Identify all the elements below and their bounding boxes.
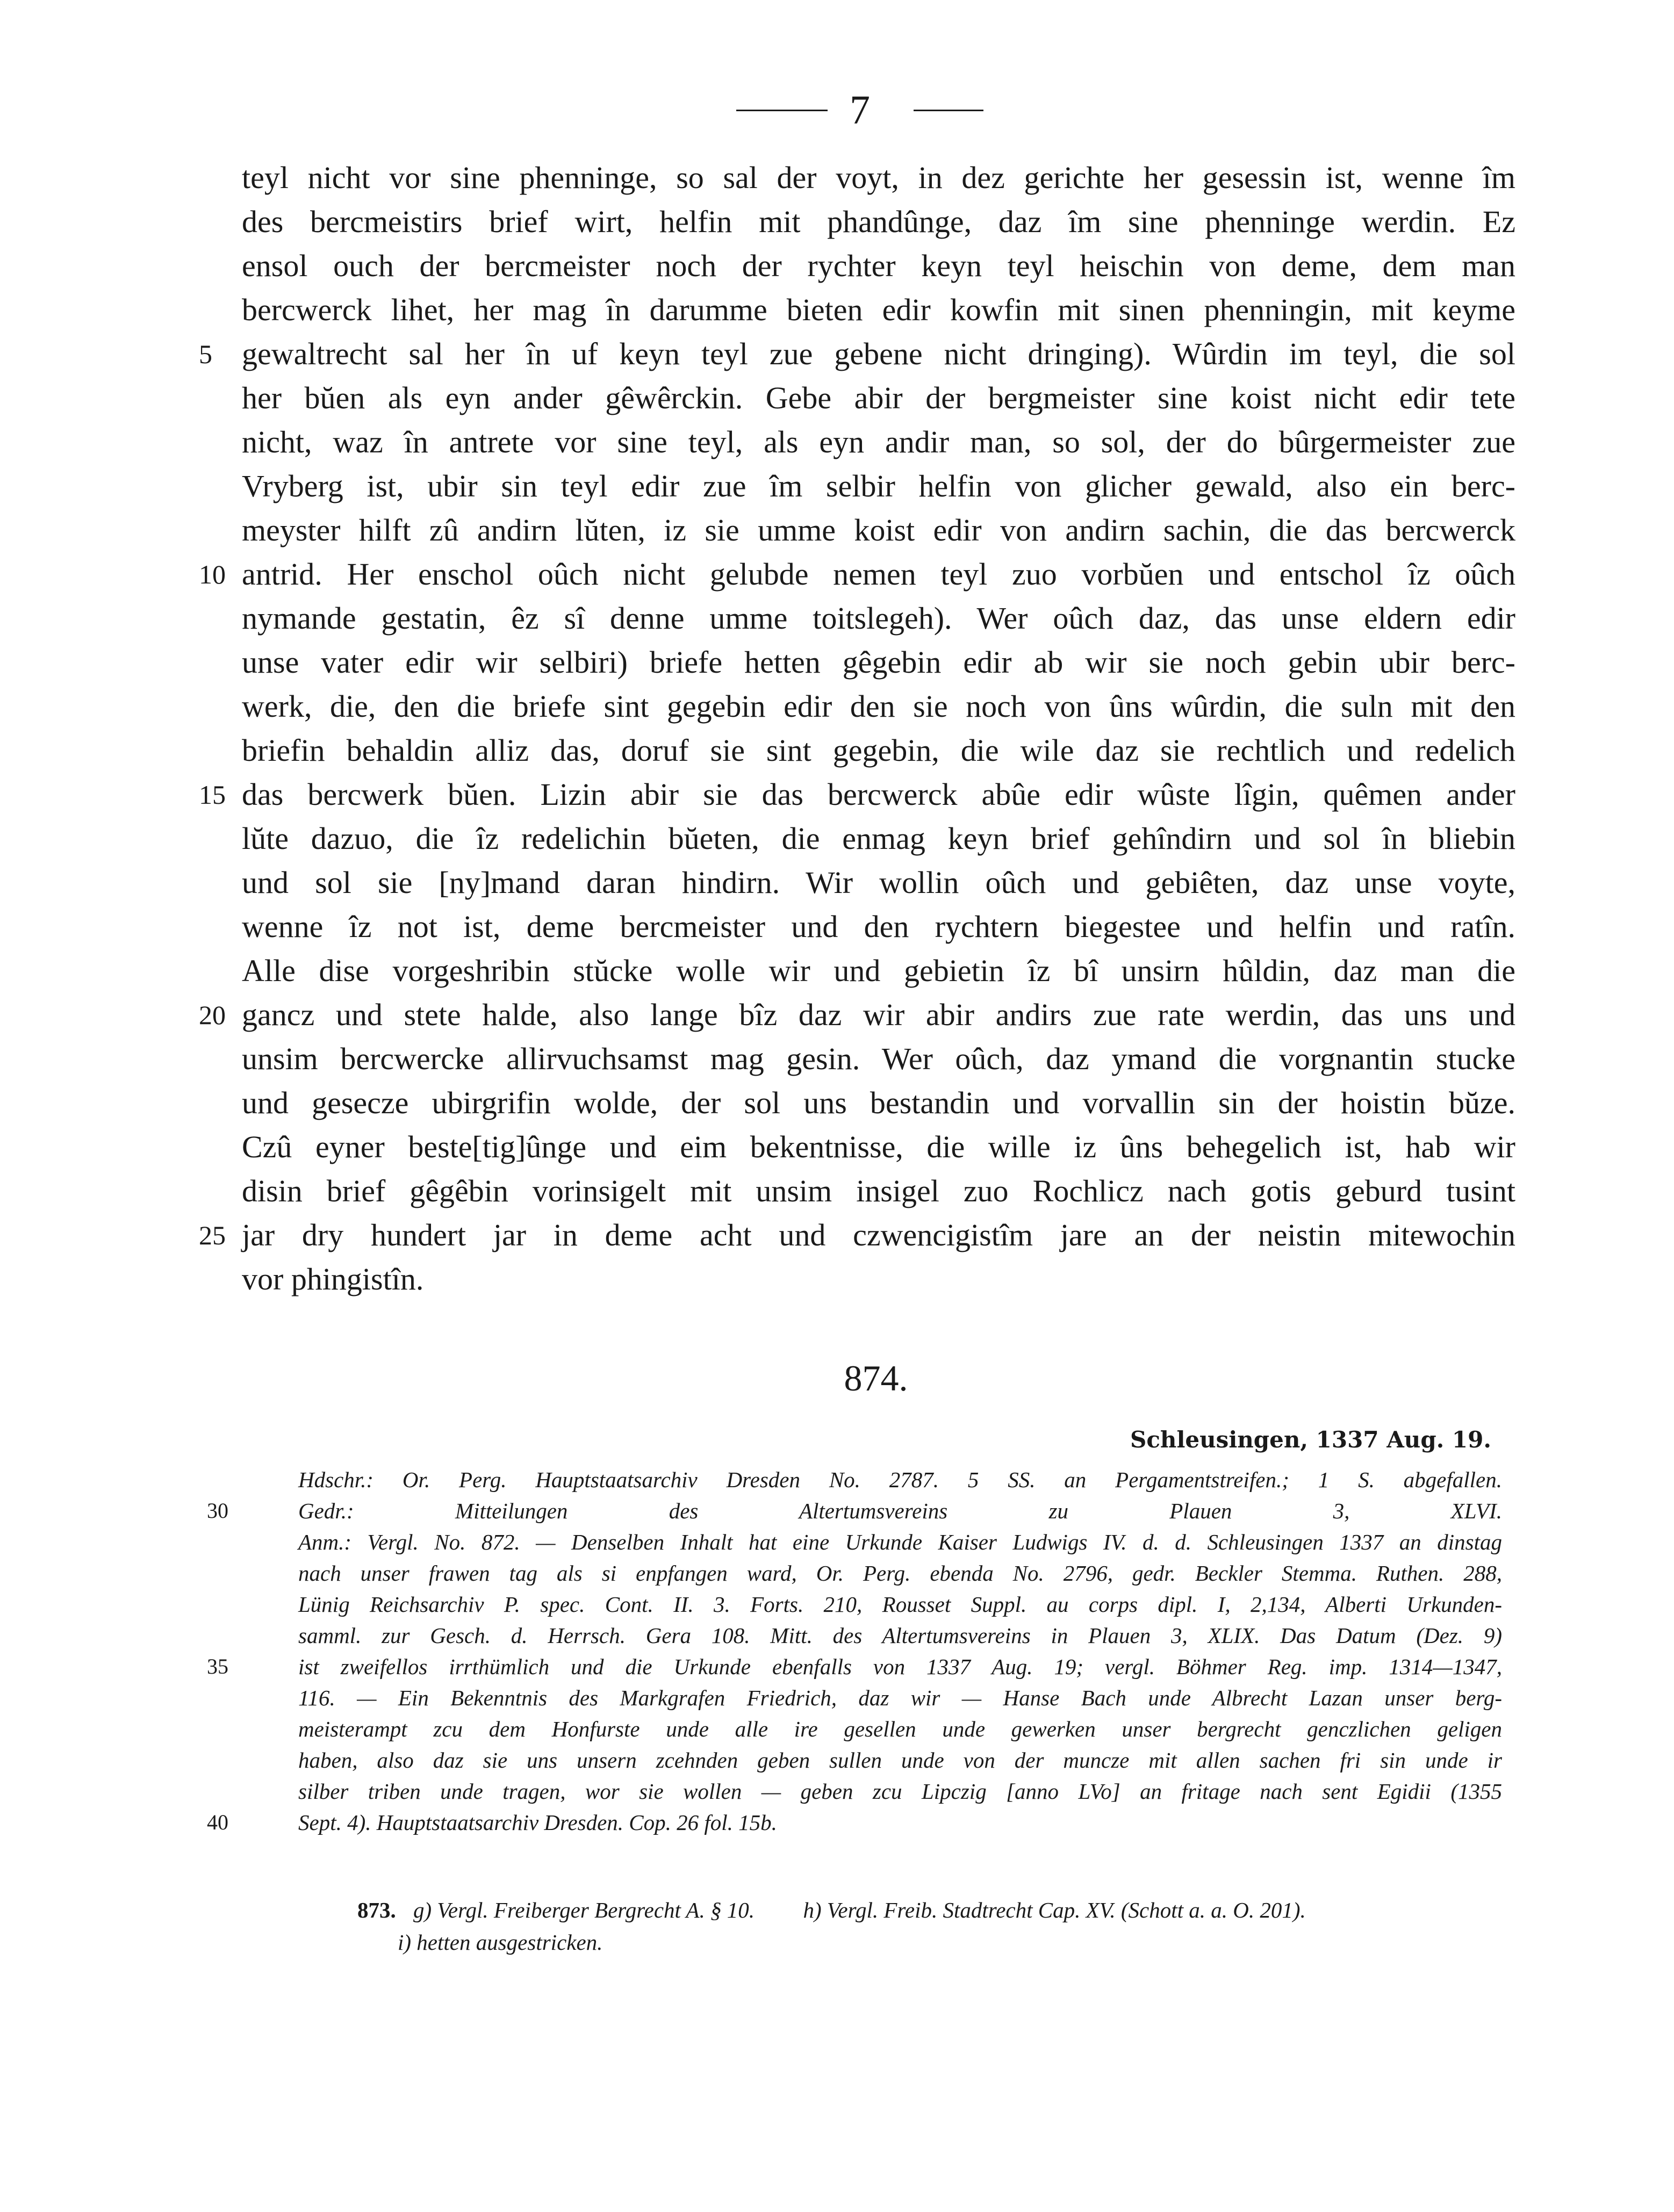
apparatus-line-text: ist zweifellos irrthümlich und die Urkunde ebenfalls von 1337 Aug. 19; vergl. Böhmer Reg. imp. 1314—1347, <box>298 1654 1502 1679</box>
apparatus-line <box>207 1651 1502 1682</box>
main-text-line-text: lŭte dazuo, die îz redelichin bŭeten, die enmag keyn brief gehîndirn und sol în bliebin <box>242 821 1515 856</box>
header-rule-left <box>736 110 828 111</box>
line-number: 20 <box>199 1000 226 1030</box>
main-text-line <box>242 1125 1515 1169</box>
main-text-line-text: und gesecze ubirgrifin wolde, der sol uns bestandin und vorvallin sin der hoistin bŭze. <box>242 1085 1515 1120</box>
main-text-line-text: Vryberg ist, ubir sin teyl edir zue îm selbir helfin von glicher gewald, also ein berc- <box>242 469 1515 503</box>
footnotes <box>357 1894 1491 1958</box>
main-text-line <box>199 993 1515 1037</box>
footnote-g: g) Vergl. Freiberger Bergrecht A. § 10. <box>413 1898 755 1922</box>
line-number: 5 <box>199 339 212 369</box>
main-text-line <box>242 817 1515 861</box>
apparatus-line-text: nach unser frawen tag als si enpfangen ward, Or. Perg. ebenda No. 2796, gedr. Beckler Stemma. Ruthen. 288, <box>298 1561 1502 1586</box>
main-text-line <box>242 288 1515 332</box>
apparatus-line-text: haben, also daz sie uns unsern zcehnden geben sullen unde von der muncze mit allen sachen fri sin unde ir <box>298 1748 1502 1773</box>
main-text-line-text: her bŭen als eyn ander gêwêrckin. Gebe abir der bergmeister sine koist nicht edir tete <box>242 380 1515 415</box>
apparatus-line-text: Hdschr.: Or. Perg. Hauptstaatsarchiv Dresden No. 2787. 5 SS. an Pergamentstreifen.; 1 S. abgefallen. <box>298 1467 1502 1492</box>
main-text-line-text: meyster hilft zû andirn lŭten, iz sie umme koist edir von andirn sachin, die das bercwerck <box>242 513 1515 547</box>
main-text-line-text: ensol ouch der bercmeister noch der rychter keyn teyl heischin von deme, dem man <box>242 248 1515 283</box>
page-number: 7 <box>850 88 870 133</box>
apparatus-line-text: meisterampt zcu dem Honfurste unde alle ire gesellen unde gewerken unser bergrecht genczlichen geligen <box>298 1717 1502 1741</box>
main-text-line-text: gewaltrecht sal her în uf keyn teyl zue gebene nicht dringing). Wûrdin im teyl, die sol <box>242 336 1515 371</box>
main-text-line-text: unse vater edir wir selbiri) briefe hetten gêgebin edir ab wir sie noch gebin ubir berc- <box>242 645 1515 680</box>
main-text-line <box>199 552 1515 596</box>
main-text-line-text: gancz und stete halde, also lange bîz daz wir abir andirs zue rate werdin, das uns und <box>242 997 1515 1032</box>
footnote-line-2 <box>357 1926 1491 1958</box>
apparatus-line-text: Sept. 4). Hauptstaatsarchiv Dresden. Cop. 26 fol. 15b. <box>298 1810 777 1835</box>
main-text-line <box>199 1213 1515 1257</box>
main-text-line <box>242 905 1515 949</box>
apparatus-line <box>298 1620 1502 1651</box>
page-header <box>0 86 1674 134</box>
apparatus-line-text: Gedr.: Mitteilungen des Altertumsvereins zu Plauen 3, XLVI. <box>298 1498 1502 1523</box>
apparatus-line-text: 116. — Ein Bekenntnis des Markgrafen Friedrich, daz wir — Hanse Bach unde Albrecht Lazan unser berg- <box>298 1685 1502 1710</box>
footnote-i: i) hetten ausgestricken. <box>398 1930 603 1955</box>
main-text-line-text: und sol sie [ny]mand daran hindirn. Wir wollin oûch und gebiêten, daz unse voyte, <box>242 865 1515 900</box>
apparatus-line <box>207 1495 1502 1526</box>
document-number: 874. <box>844 1358 908 1399</box>
main-text-line-text: unsim bercwercke allirvuchsamst mag gesin. Wer oûch, daz ymand die vorgnantin stucke <box>242 1041 1515 1076</box>
apparatus-line-text: Lünig Reichsarchiv P. spec. Cont. II. 3. Forts. 210, Rousset Suppl. au corps dipl. I, 2,134, Alberti Urkunden- <box>298 1592 1502 1617</box>
main-text-block <box>199 156 1515 1301</box>
apparatus-notes <box>207 1464 1502 1838</box>
main-text-line-text: werk, die, den die briefe sint gegebin edir den sie noch von ûns wûrdin, die suln mit den <box>242 689 1515 724</box>
apparatus-line <box>298 1589 1502 1620</box>
main-text-line <box>242 1257 1515 1301</box>
line-number: 25 <box>199 1220 226 1250</box>
line-number: 30 <box>207 1498 228 1523</box>
line-number: 35 <box>207 1654 228 1678</box>
main-text-line <box>199 773 1515 817</box>
apparatus-line <box>298 1464 1502 1495</box>
line-number: 10 <box>199 559 226 589</box>
apparatus-line <box>298 1713 1502 1745</box>
main-text-line <box>242 861 1515 905</box>
main-text-line <box>242 1169 1515 1213</box>
main-text-line <box>242 156 1515 200</box>
header-rule-right <box>914 110 983 111</box>
main-text-line-text: jar dry hundert jar in deme acht und czwencigistîm jare an der neistin mitewochin <box>242 1217 1515 1252</box>
main-text-line-text: Czû eyner beste[tig]ûnge und eim bekentnisse, die wille iz ûns behegelich ist, hab wir <box>242 1129 1515 1164</box>
main-text-line <box>242 200 1515 244</box>
apparatus-line <box>298 1558 1502 1589</box>
apparatus-line <box>298 1776 1502 1807</box>
main-text-line <box>242 244 1515 288</box>
main-text-line <box>242 685 1515 729</box>
main-text-line <box>242 464 1515 508</box>
main-text-line-text: wenne îz not ist, deme bercmeister und den rychtern biegestee und helfin und ratîn. <box>242 909 1515 944</box>
document-place-date: Schleusingen, 1337 Aug. 19. <box>1130 1426 1491 1453</box>
main-text-line <box>242 596 1515 640</box>
main-text-line <box>242 949 1515 993</box>
line-number: 15 <box>199 780 226 810</box>
footnote-line-1 <box>357 1894 1491 1926</box>
apparatus-line-text: silber triben unde tragen, wor sie wollen — geben zcu Lipczig [anno LVo] an fritage nach sent Egidii (1355 <box>298 1779 1502 1804</box>
main-text-line-text: des bercmeistirs brief wirt, helfin mit phandûnge, daz îm sine phenninge werdin. Ez <box>242 204 1515 239</box>
apparatus-line <box>207 1807 1502 1838</box>
main-text-line <box>242 640 1515 685</box>
apparatus-line <box>298 1682 1502 1713</box>
main-text-line <box>242 1037 1515 1081</box>
main-text-line-text: Alle dise vorgeshribin stŭcke wolle wir und gebietin îz bî unsirn hûldin, daz man die <box>242 953 1515 988</box>
apparatus-line-text: samml. zur Gesch. d. Herrsch. Gera 108. Mitt. des Altertumsvereins in Plauen 3, XLIX. Das Datum (Dez. 9) <box>298 1623 1502 1648</box>
main-text-line-text: nicht, waz în antrete vor sine teyl, als eyn andir man, so sol, der do bûrgermeister zue <box>242 424 1515 459</box>
apparatus-line-text: Anm.: Vergl. No. 872. — Denselben Inhalt hat eine Urkunde Kaiser Ludwigs IV. d. d. Schleusingen 1337 an dinstag <box>298 1530 1502 1554</box>
main-text-line-text: bercwerck lihet, her mag în darumme bieten edir kowfin mit sinen phenningin, mit keyme <box>242 292 1515 327</box>
main-text-line <box>242 508 1515 552</box>
footnote-reference: 873. <box>357 1898 396 1922</box>
apparatus-line <box>298 1745 1502 1776</box>
footnote-h: h) Vergl. Freib. Stadtrecht Cap. XV. (Schott a. a. O. 201). <box>803 1898 1306 1922</box>
main-text-line <box>242 420 1515 464</box>
apparatus-line <box>298 1526 1502 1558</box>
main-text-line <box>199 332 1515 376</box>
main-text-line-text: nymande gestatin, êz sî denne umme toitslegeh). Wer oûch daz, das unse eldern edir <box>242 601 1515 636</box>
main-text-line <box>242 1081 1515 1125</box>
main-text-line-text: briefin behaldin alliz das, doruf sie sint gegebin, die wile daz sie rechtlich und redelich <box>242 733 1515 768</box>
main-text-line-text: vor phingistîn. <box>242 1262 424 1296</box>
main-text-line-text: disin brief gêgêbin vorinsigelt mit unsim insigel zuo Rochlicz nach gotis geburd tusint <box>242 1173 1515 1208</box>
main-text-line-text: teyl nicht vor sine phenninge, so sal der voyt, in dez gerichte her gesessin ist, wenne îm <box>242 160 1515 195</box>
main-text-line <box>242 376 1515 420</box>
main-text-line-text: das bercwerk bŭen. Lizin abir sie das bercwerck abûe edir wûste lîgin, quêmen ander <box>242 777 1515 812</box>
line-number: 40 <box>207 1810 228 1834</box>
main-text-line-text: antrid. Her enschol oûch nicht gelubde nemen teyl zuo vorbŭen und entschol îz oûch <box>242 557 1515 592</box>
main-text-line <box>242 729 1515 773</box>
